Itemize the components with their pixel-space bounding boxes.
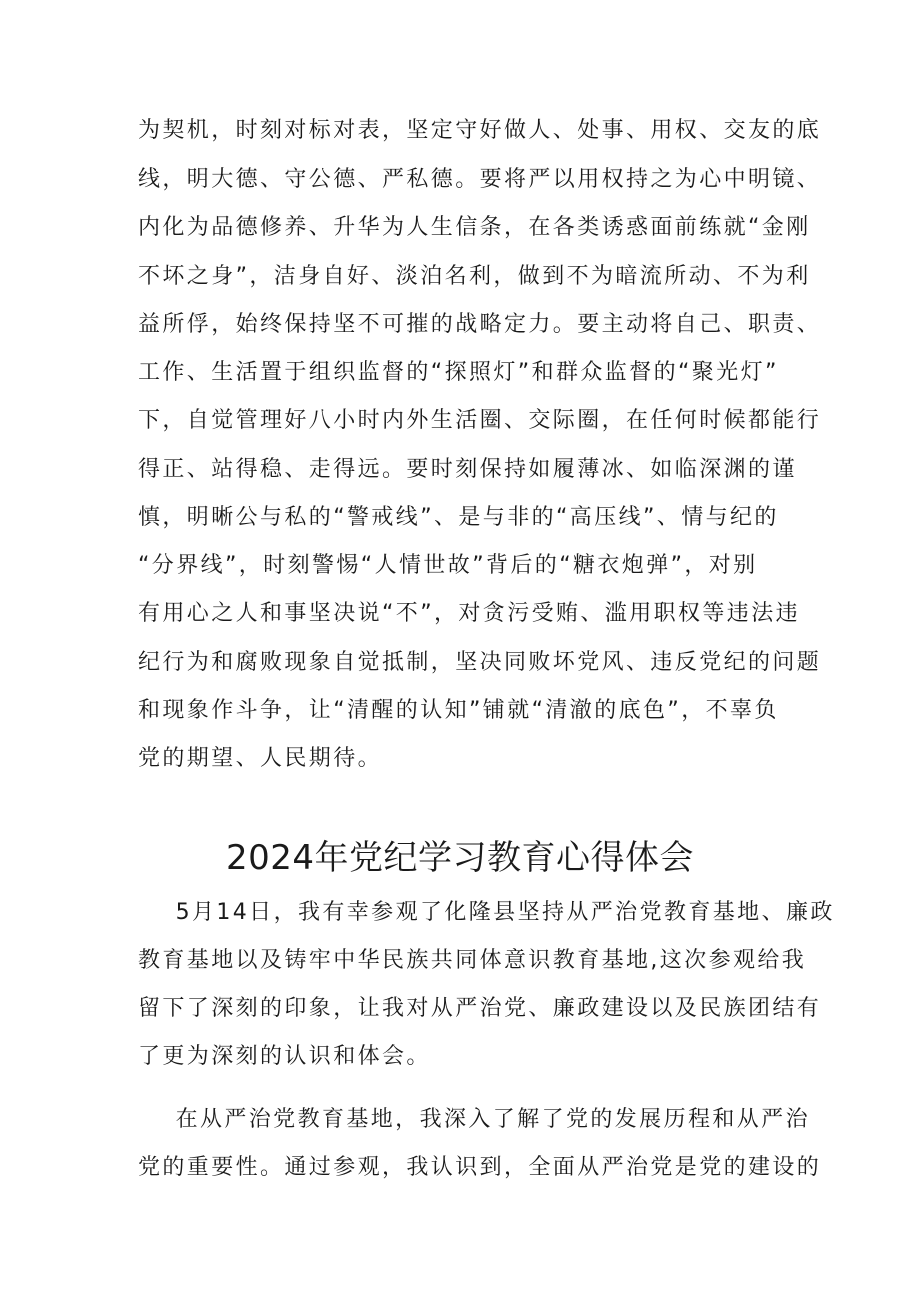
body-text-line: 慎，明晰公与私的“警戒线”、是与非的“高压线”、情与纪的 (138, 505, 779, 530)
body-text-line: 和现象作斗争，让“清醒的认知”铺就“清澈的底色”，不辜负 (138, 698, 779, 723)
body-text-line: 党的期望、人民期待。 (138, 746, 383, 771)
body-text-line: 5月14日，我有幸参观了化隆县坚持从严治党教育基地、廉政 (138, 900, 835, 925)
body-text-line: 党的重要性。通过参观，我认识到，全面从严治党是党的建设的 (138, 1155, 822, 1180)
body-text-line: 工作、生活置于组织监督的“探照灯”和群众监督的“聚光灯” (138, 360, 779, 385)
document-title: 2024年党纪学习教育心得体会 (225, 838, 695, 878)
body-text-line: 在从严治党教育基地，我深入了解了党的发展历程和从严治 (138, 1107, 810, 1132)
body-text-line: 留下了深刻的印象，让我对从严治党、廉政建设以及民族团结有 (138, 996, 822, 1021)
body-text-line: 了更为深刻的认识和体会。 (138, 1044, 431, 1069)
body-text-line: “分界线”，时刻警惕“人情世故”背后的“糖衣炮弹”，对别 (138, 553, 758, 578)
body-text-line: 不坏之身”，洁身自好、淡泊名利，做到不为暗流所动、不为利 (138, 264, 811, 289)
body-text-line: 线，明大德、守公德、严私德。要将严以用权持之为心中明镜、 (138, 167, 822, 192)
body-text-line: 有用心之人和事坚决说“不”，对贪污受贿、滥用职权等违法违 (138, 601, 800, 626)
body-text-line: 益所俘，始终保持坚不可摧的战略定力。要主动将自己、职责、 (138, 312, 822, 337)
body-text-line: 教育基地以及铸牢中华民族共同体意识教育基地,这次参观给我 (138, 948, 807, 973)
body-text-line: 为契机，时刻对标对表，坚定守好做人、处事、用权、交友的底 (138, 118, 822, 143)
body-text-line: 下，自觉管理好八小时内外生活圈、交际圈，在任何时候都能行 (138, 408, 822, 433)
body-text-line: 纪行为和腐败现象自觉抵制，坚决同败坏党风、违反党纪的问题 (138, 650, 822, 675)
body-text-line: 内化为品德修养、升华为人生信条，在各类诱惑面前练就“金刚 (138, 215, 811, 240)
body-text-line: 得正、站得稳、走得远。要时刻保持如履薄冰、如临深渊的谨 (138, 457, 797, 482)
